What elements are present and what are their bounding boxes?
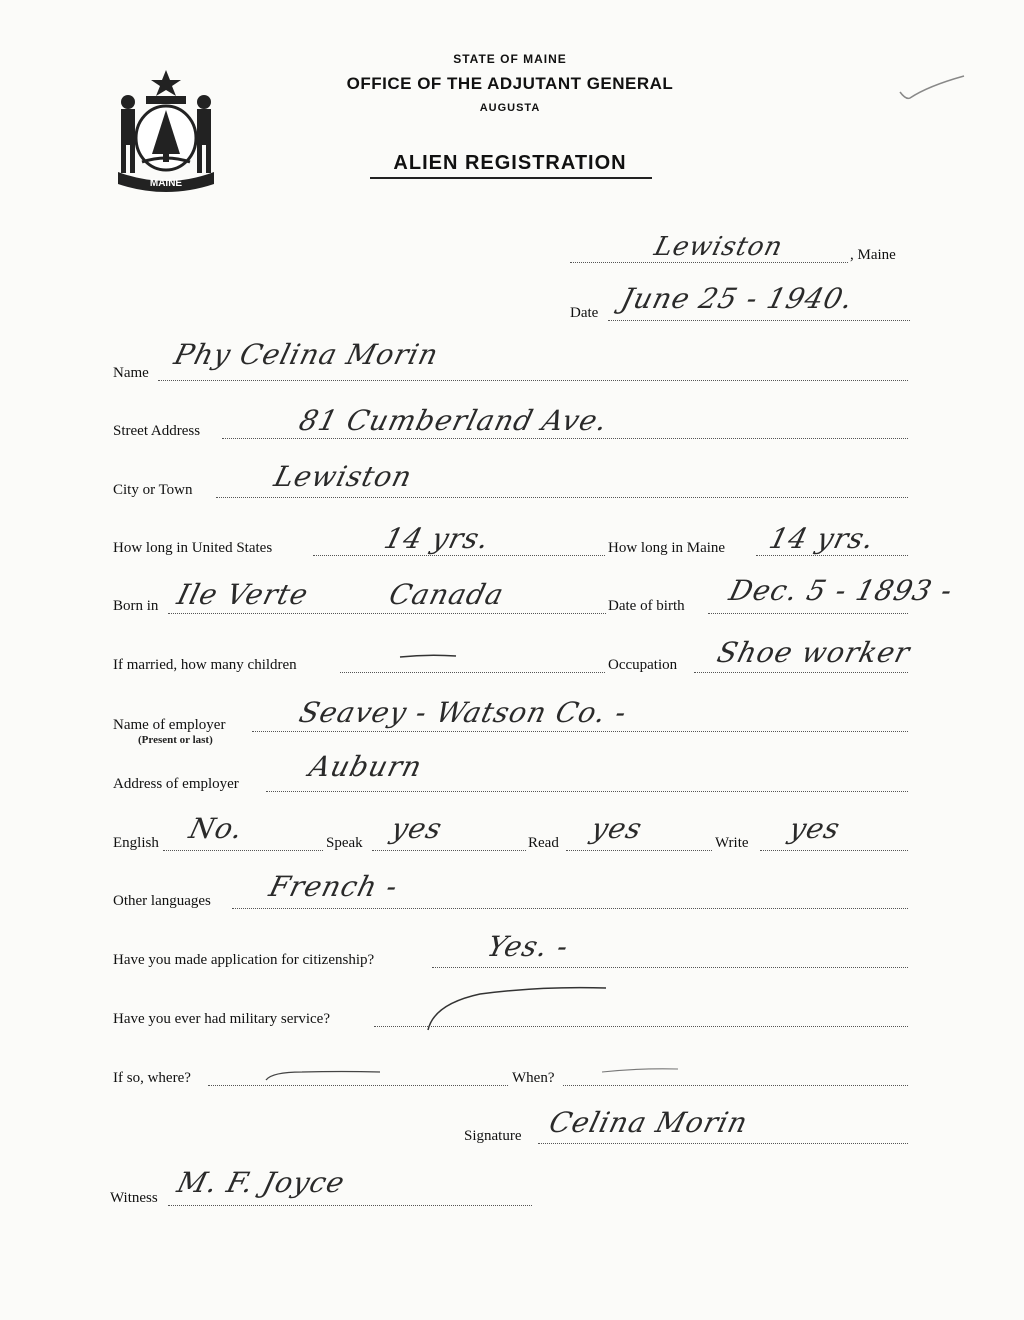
when-dash-mark	[600, 1066, 680, 1074]
when-label: When?	[512, 1070, 555, 1086]
born-country-entry: Canada	[385, 578, 508, 611]
where-label: If so, where?	[113, 1070, 191, 1086]
dob-entry: Dec. 5 - 1893 -	[725, 574, 957, 607]
dob-label: Date of birth	[608, 598, 685, 614]
born-place-entry: Ile Verte	[173, 578, 313, 611]
maine-long-entry: 14 yrs.	[765, 522, 879, 555]
employer-label: Name of employer	[113, 717, 226, 733]
signature-label: Signature	[464, 1128, 522, 1144]
speak-entry: yes	[387, 812, 446, 845]
born-label: Born in	[113, 598, 159, 614]
name-label: Name	[113, 365, 149, 381]
name-line	[158, 380, 908, 381]
us-entry: 14 yrs.	[380, 522, 494, 555]
occupation-entry: Shoe worker	[713, 636, 914, 669]
svg-text:MAINE: MAINE	[149, 178, 183, 189]
where-dash-mark	[262, 1068, 382, 1082]
read-label: Read	[528, 835, 559, 851]
maine-long-line	[756, 555, 908, 556]
speak-label: Speak	[326, 835, 363, 851]
citizenship-line	[432, 967, 908, 968]
maine-label: , Maine	[850, 247, 896, 263]
children-line	[340, 672, 605, 673]
date-label: Date	[570, 305, 599, 321]
employer-line	[252, 731, 908, 732]
military-line	[374, 1026, 908, 1027]
signature-line	[538, 1143, 908, 1144]
check-mark-icon	[898, 74, 968, 104]
citizenship-entry: Yes. -	[483, 930, 573, 963]
street-label: Street Address	[113, 423, 201, 439]
header-state: STATE OF MAINE	[453, 52, 567, 66]
employer-entry: Seavey - Watson Co. -	[295, 696, 631, 729]
read-line	[566, 850, 712, 851]
street-line	[222, 438, 908, 439]
date-line	[608, 320, 910, 321]
city-town-entry: Lewiston	[270, 460, 416, 493]
date-entry: June 25 - 1940.	[617, 282, 857, 315]
city-town-label: City or Town	[113, 482, 193, 498]
street-entry: 81 Cumberland Ave.	[295, 404, 612, 437]
town-line	[570, 262, 848, 263]
english-entry: No.	[185, 812, 247, 845]
maine-long-label: How long in Maine	[608, 540, 726, 556]
speak-line	[372, 850, 526, 851]
title-underline	[370, 177, 652, 179]
dob-line	[708, 613, 908, 614]
city-town-line	[216, 497, 908, 498]
town-entry: Lewiston	[651, 232, 787, 262]
write-label: Write	[715, 835, 749, 851]
witness-entry: M. F. Joyce	[173, 1166, 349, 1199]
witness-line	[168, 1205, 532, 1206]
born-line	[168, 613, 606, 614]
other-languages-line	[232, 908, 908, 909]
name-entry: Phy Celina Morin	[170, 338, 443, 371]
form-title: ALIEN REGISTRATION	[393, 152, 627, 174]
where-line	[208, 1085, 508, 1086]
occupation-label: Occupation	[608, 657, 678, 673]
write-line	[760, 850, 908, 851]
children-dash-mark	[398, 652, 458, 660]
employer-address-entry: Auburn	[305, 750, 426, 783]
write-entry: yes	[785, 812, 844, 845]
header-office: OFFICE OF THE ADJUTANT GENERAL	[346, 74, 674, 93]
children-label: If married, how many children	[113, 657, 297, 673]
employer-address-line	[266, 791, 908, 792]
english-line	[163, 850, 323, 851]
english-label: English	[113, 835, 159, 851]
witness-label: Witness	[110, 1190, 158, 1206]
employer-sublabel: (Present or last)	[138, 734, 213, 746]
us-line	[313, 555, 605, 556]
military-label: Have you ever had military service?	[113, 1011, 330, 1027]
citizenship-label: Have you made application for citizenship?	[113, 952, 375, 968]
occupation-line	[694, 672, 908, 673]
read-entry: yes	[587, 812, 646, 845]
signature-entry: Celina Morin	[545, 1106, 752, 1139]
other-languages-entry: French -	[265, 870, 402, 903]
when-line	[563, 1085, 908, 1086]
header-city: AUGUSTA	[479, 102, 541, 114]
other-languages-label: Other languages	[113, 893, 211, 909]
employer-address-label: Address of employer	[113, 776, 239, 792]
us-label: How long in United States	[113, 540, 273, 556]
state-seal-icon	[112, 66, 220, 194]
